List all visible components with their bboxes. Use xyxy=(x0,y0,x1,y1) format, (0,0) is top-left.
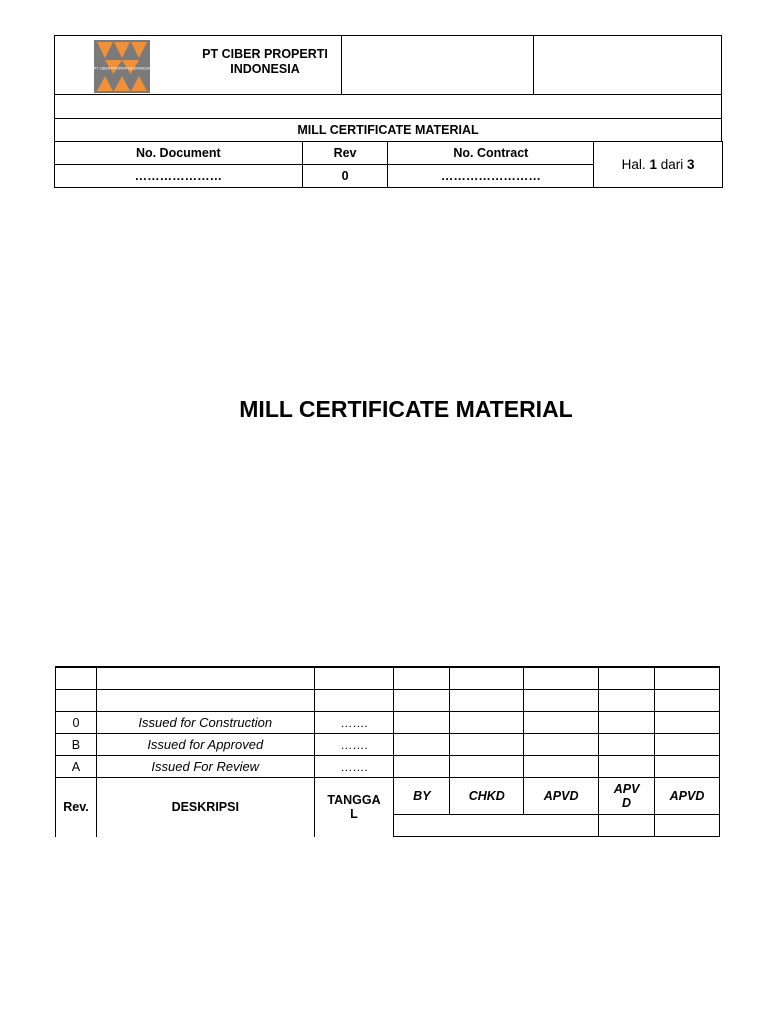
table-row xyxy=(56,690,720,712)
header-section-title: MILL CERTIFICATE MATERIAL xyxy=(54,118,722,142)
date-cell: ……. xyxy=(314,756,394,778)
description-cell: Issued for Approved xyxy=(96,734,314,756)
rev-value: 0 xyxy=(302,165,388,188)
chkd-header: CHKD xyxy=(450,778,524,815)
date-cell: ……. xyxy=(314,734,394,756)
logo-text: PT CIBER PROPERTI INDONESIA xyxy=(94,66,150,71)
header-top-row xyxy=(54,35,722,95)
table-row xyxy=(56,756,720,778)
logo-cell xyxy=(55,36,342,94)
no-document-label: No. Document xyxy=(55,142,303,165)
no-contract-value: …………………… xyxy=(388,165,594,188)
apvd-header: APVD xyxy=(655,778,720,815)
rev-header: Rev. xyxy=(56,778,97,837)
table-header-row xyxy=(56,778,720,815)
page-indicator: Hal. 1 dari 3 xyxy=(594,142,723,188)
company-logo xyxy=(94,40,150,93)
description-header: DESKRIPSI xyxy=(96,778,314,837)
header-empty-cell xyxy=(341,36,534,94)
date-header: TANGGAL xyxy=(314,778,394,837)
revision-table xyxy=(55,666,720,837)
table-row xyxy=(56,734,720,756)
rev-cell: B xyxy=(56,734,97,756)
rev-label: Rev xyxy=(302,142,388,165)
company-name: PT CIBER PROPERTI INDONESIA xyxy=(202,47,328,76)
header-blank-row xyxy=(54,94,722,119)
document-title: MILL CERTIFICATE MATERIAL xyxy=(239,396,573,422)
no-document-value: ………………… xyxy=(55,165,303,188)
description-cell: Issued For Review xyxy=(96,756,314,778)
by-header: BY xyxy=(394,778,450,815)
apvd-header: APVD xyxy=(524,778,599,815)
apvd-header: APVD xyxy=(599,778,655,815)
description-cell: Issued for Construction xyxy=(96,712,314,734)
table-row xyxy=(56,712,720,734)
date-cell: ……. xyxy=(314,712,394,734)
no-contract-label: No. Contract xyxy=(388,142,594,165)
header-info-table xyxy=(54,141,723,188)
rev-cell: A xyxy=(56,756,97,778)
rev-cell: 0 xyxy=(56,712,97,734)
table-row xyxy=(56,667,720,690)
